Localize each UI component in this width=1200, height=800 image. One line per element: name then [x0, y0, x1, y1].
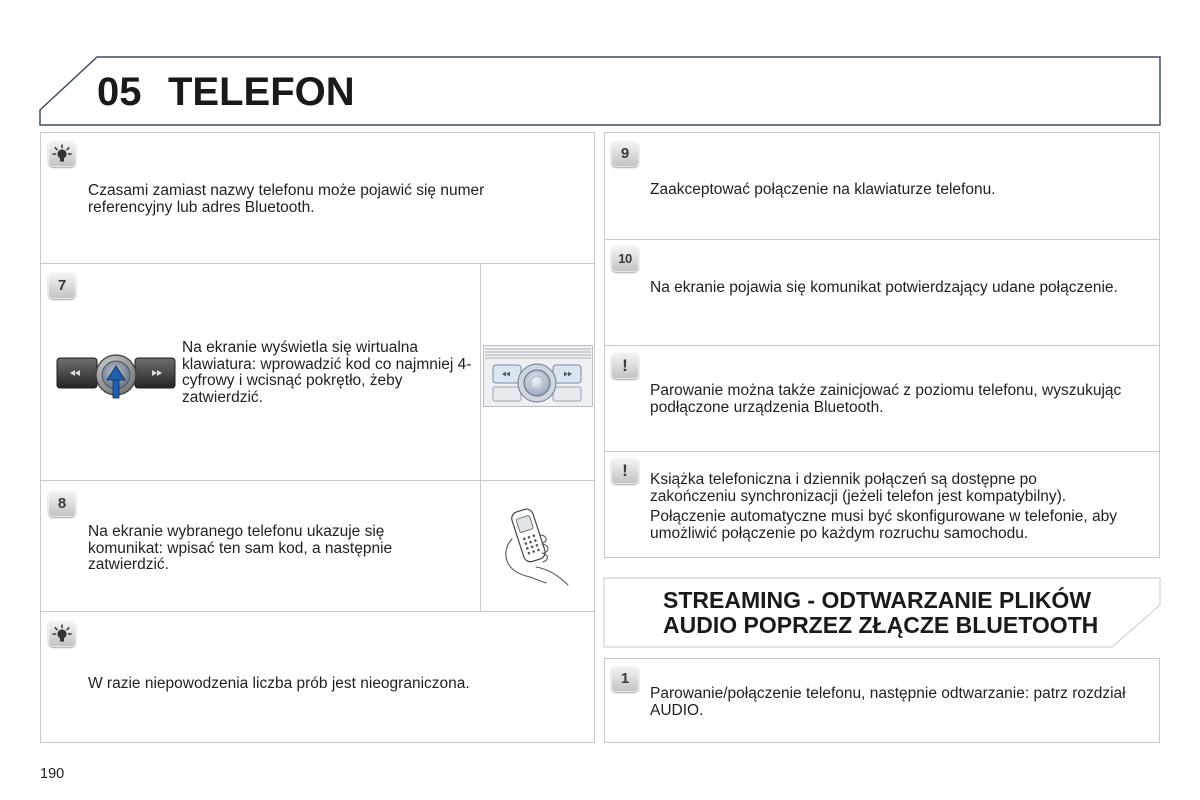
- step-badge-7: 7: [48, 272, 76, 299]
- warning-block-pairing: [604, 345, 1160, 452]
- chapter-number: 05: [97, 70, 142, 114]
- warning-block-sync: [604, 451, 1160, 558]
- tip-text: W razie niepowodzenia liczba prób jest nieograniczona.: [88, 675, 470, 692]
- rotary-knob-control-icon: [55, 350, 177, 400]
- section-title-line-1: STREAMING - ODTWARZANIE PLIKÓW: [663, 587, 1092, 613]
- step-block-1: [604, 658, 1160, 743]
- step-block-7: [40, 263, 595, 481]
- step-text-7: Na ekranie wyświetla się wirtualna klawiatura: wprowadzić kod co najmniej 4-cyfrowy i wcisnąć pokrętło, żeby zatwierdzić.: [182, 339, 472, 406]
- step-badge-10: 10: [611, 245, 639, 272]
- section-title: [663, 588, 1098, 638]
- step-text-10: Na ekranie pojawia się komunikat potwierdzający udane połączenie.: [650, 279, 1118, 296]
- tip-badge: [48, 140, 76, 167]
- step-badge-9: 9: [611, 140, 639, 167]
- page-number: 190: [40, 766, 65, 782]
- step-block-10: [604, 239, 1160, 346]
- section-title-line-2: AUDIO POPRZEZ ZŁĄCZE BLUETOOTH: [663, 612, 1099, 638]
- warning-paragraph-2: Połączenie automatyczne musi być skonfigurowane w telefonie, aby umożliwić połączenie po każdym rozruchu samochodu.: [650, 508, 1117, 542]
- warning-badge: !: [611, 457, 639, 484]
- tip-text: Czasami zamiast nazwy telefonu może pojawić się numer referencyjny lub adres Bluetooth.: [88, 182, 485, 216]
- step-text-8: Na ekranie wybranego telefonu ukazuje się komunikat: wpisać ten sam kod, a następnie zatwierdzić.: [88, 523, 393, 573]
- warning-paragraph-1: Książka telefoniczna i dziennik połączeń są dostępne po zakończeniu synchronizacji (jeżeli telefon jest kompatybilny).: [650, 471, 1067, 505]
- tip-block-reference-number: [40, 132, 595, 264]
- lightbulb-icon: [52, 144, 72, 164]
- chapter-title: TELEFON: [168, 70, 355, 114]
- warning-badge: !: [611, 352, 639, 379]
- step-text-1: Parowanie/połączenie telefonu, następnie odtwarzanie: patrz rozdział AUDIO.: [650, 685, 1126, 719]
- step-badge-1: 1: [611, 665, 639, 692]
- radio-panel-icon: [483, 345, 593, 407]
- step-block-9: [604, 132, 1160, 240]
- step-text-9: Zaakceptować połączenie na klawiaturze telefonu.: [650, 181, 996, 198]
- warning-text: Parowanie można także zainicjować z poziomu telefonu, wyszukując podłączone urządzenia Bluetooth.: [650, 382, 1122, 416]
- figure-panel-radio: [480, 264, 594, 480]
- step-badge-8: 8: [48, 490, 76, 517]
